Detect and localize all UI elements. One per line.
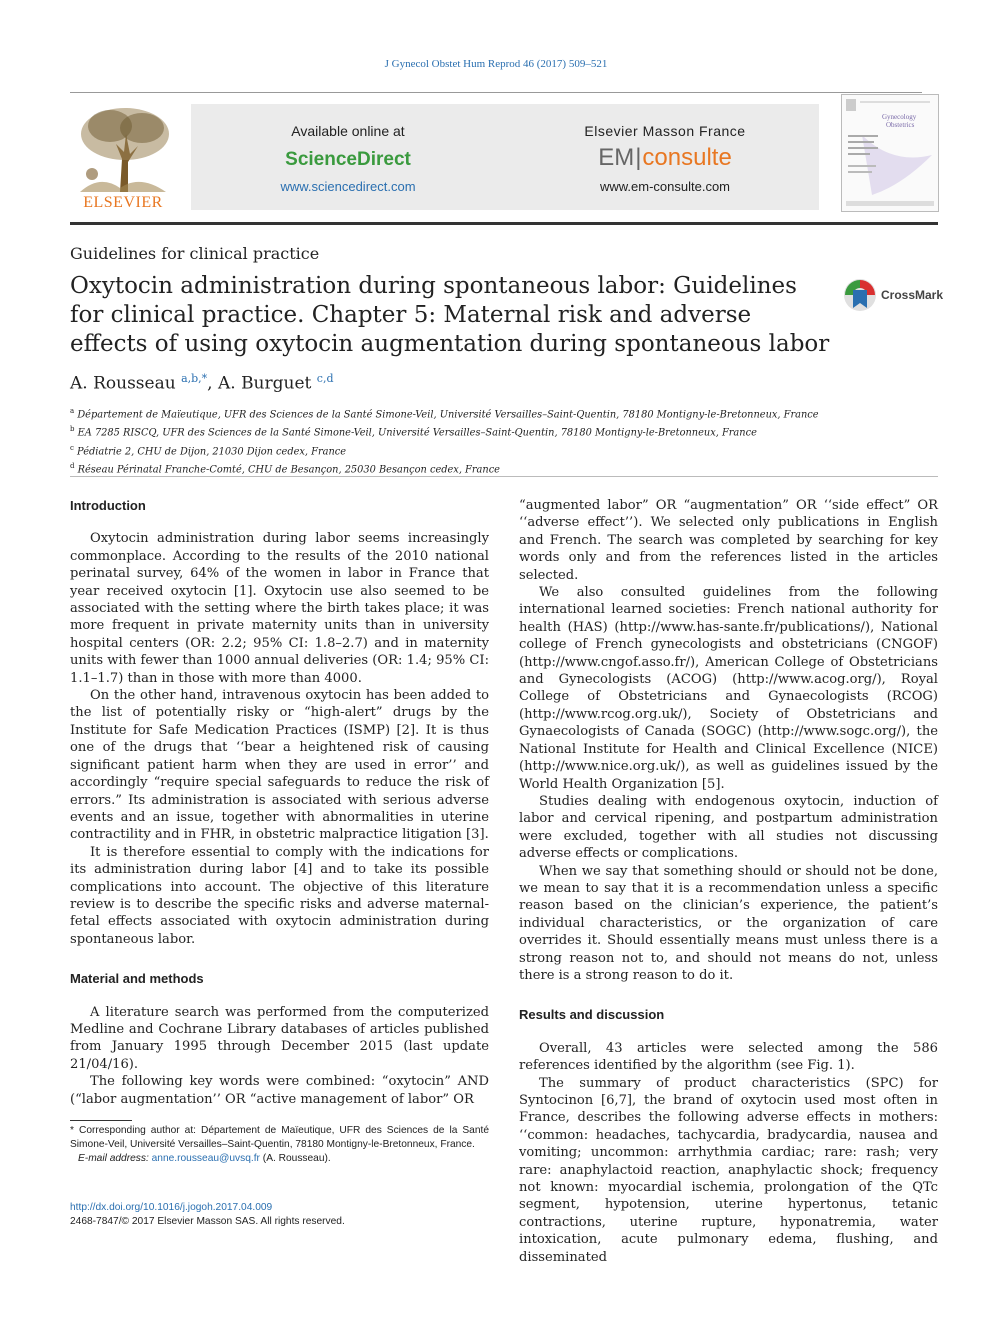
body-paragraph: Studies dealing with endogenous oxytocin, induction of labor and cervical ripening, and postpartum administration were excluded, together with all studies not discussing adverse effects or complications.	[519, 793, 938, 862]
affiliation-item: $^a$ Département de Maïeutique, UFR des Sciences de la Santé Simone-Veil, Université Versailles–Saint-Quentin, 78180 Montigny-le-Bretonneux, France	[70, 407, 819, 421]
article-title: Oxytocin administration during spontaneous labor: Guidelines for clinical practice. Chapter 5: Maternal risk and adverse effects of using oxytocin augmentation during spontaneous labor	[70, 273, 830, 357]
email-owner: (A. Rousseau).	[262, 1153, 331, 1164]
elsevier-wordmark: ELSEVIER	[83, 194, 163, 211]
header-bottom-rule	[70, 222, 938, 225]
body-paragraph: When we say that something should or should not be done, we mean to say that it is a recommendation unless a specific reason based on the clinician’s experience, the patient’s individual characteristics, or the organization of care overrides it. Should essentially means must unless there is a strong reason not to, and should not means do not, unless there is a strong reason to do it.	[519, 863, 938, 983]
journal-cover-thumbnail[interactable]	[841, 94, 939, 212]
methods-heading: Material and methods	[70, 971, 204, 987]
affiliation-item: $^c$ Pédiatrie 2, CHU de Dijon, 21030 Dijon cedex, France	[70, 443, 347, 457]
footnote-rule	[70, 1120, 132, 1121]
results-heading: Results and discussion	[519, 1007, 665, 1023]
author-name[interactable]: A. Burguet	[217, 373, 312, 394]
sciencedirect-available-label: Available online at	[291, 123, 405, 139]
em-logo-right: consulte	[642, 144, 732, 171]
em-publisher-label: Elsevier Masson France	[584, 123, 746, 139]
affiliation-item: $^b$ EA 7285 RISCQ, UFR des Sciences de la Santé Simone-Veil, Université Versailles–Saint-Quentin, 78180 Montigny-le-Bretonneux, France	[70, 425, 757, 439]
body-paragraph: Overall, 43 articles were selected among the 586 references identified by the algorithm (see Fig. 1).	[519, 1040, 938, 1074]
author-name[interactable]: A. Rousseau	[70, 373, 176, 394]
sciencedirect-logo[interactable]: ScienceDirect	[285, 149, 411, 170]
crossmark-icon	[843, 278, 881, 312]
author-affil-markers[interactable]: a,b,*	[181, 372, 208, 385]
body-paragraph: Oxytocin administration during labor seems increasingly commonplace. According to the results of the 2010 national perinatal survey, 64% of the women in labor in France that year received oxytocin [1]. Oxytocin use also seemed to be associated with the setting where the birth takes place; it was more frequent in private maternity units than in university hospital centers (OR: 2.2; 95% CI: 1.8–2.7) and in maternity units with fewer than 1000 annual deliveries (OR: 1.4; 95% CI: 1.1–1.7) than in those with more than 4000.	[70, 531, 489, 686]
section-label: Guidelines for clinical practice	[70, 244, 320, 263]
body-paragraph: The summary of product characteristics (SPC) for Syntocinon [6,7], the brand of oxytocin used most often in France, describes the following adverse effects in mothers: ‘‘common: headaches, tachycardia, bradycardia, nausea and vomiting; uncommon: arrhythmia cardiac; rare: rash; very rare: anaphylactoid reaction, anaphylactic shock; frequency not known: myocardial ischemia, prolongation of the QTc segment, hypotension, uterine hypertonus, tetanic contractions, uterine rupture, hyponatremia, water intoxication, acute pulmonary edema, flushing, and disseminated	[519, 1075, 938, 1265]
crossmark-label: CrossMark	[881, 288, 944, 302]
crossmark-badge[interactable]	[843, 278, 943, 312]
body-paragraph: On the other hand, intravenous oxytocin has been added to the list of potentially risky or “high-alert” drugs by the Institute for Safe Medication Practices (ISMP) [2]. It is thus one of the drugs that ‘‘bear a heightened risk of causing significant patient harm when they are used in error’’ and accordingly “require special safeguards to reduce the risk of errors.” Its administration is associated with serious adverse events and an issue, together with abnormalities in uterine contractility and in FHR, in obstetric malpractice litigation [3].	[70, 688, 489, 843]
doi-block	[70, 1201, 489, 1229]
body-paragraph: It is therefore essential to comply with the indications for its administration during labor [4] and to take its possible complications into account. The objective of this literature review is to describe the specific risks and adverse maternal-fetal effects associated with oxytocin administration during spontaneous labor.	[70, 844, 489, 947]
left-column	[70, 497, 489, 1108]
body-paragraph: A literature search was performed from the computerized Medline and Cochrane Library databases of articles published from January 1995 through December 2015 (last update 21/04/16).	[70, 1004, 489, 1072]
emconsulte-url-link[interactable]: www.em-consulte.com	[599, 179, 731, 194]
author-affil-markers[interactable]: c,d	[316, 372, 334, 385]
em-logo-left: EM	[598, 144, 635, 171]
body-paragraph: The following key words were combined: “oxytocin” AND (“labor augmentation’’ OR “active management of labor” OR	[70, 1074, 489, 1107]
section-divider	[70, 476, 938, 477]
svg-text:Obstetrics: Obstetrics	[886, 121, 915, 129]
emconsulte-logo[interactable]: EM|consulte	[598, 144, 732, 171]
corresponding-author-footnote	[70, 1124, 489, 1166]
email-link[interactable]: anne.rousseau@uvsq.fr	[151, 1153, 260, 1164]
right-column	[519, 497, 938, 1266]
affiliation-item: $^d$ Réseau Périnatal Franche-Comté, CHU de Besançon, 25030 Besançon cedex, France	[70, 461, 500, 476]
doi-link[interactable]: http://dx.doi.org/10.1016/j.jogoh.2017.04.009	[70, 1202, 273, 1213]
svg-text:Gynecology: Gynecology	[882, 113, 917, 121]
author-list: A. Rousseau $^{a,b,*}$, A. Burguet $^{c,d}$	[70, 372, 334, 394]
affiliations	[70, 404, 930, 477]
corresponding-author-text: * Corresponding author at: Département de Maïeutique, UFR des Sciences de la Santé Simone-Veil, Université Versailles–Saint-Quentin, 78180 Montigny-le-Bretonneux, France.	[70, 1125, 489, 1150]
introduction-heading: Introduction	[70, 498, 146, 513]
journal-reference[interactable]: J Gynecol Obstet Hum Reprod 46 (2017) 509–521	[384, 58, 608, 70]
sciencedirect-url-link[interactable]: www.sciencedirect.com	[280, 179, 416, 194]
copyright-line: 2468-7847/© 2017 Elsevier Masson SAS. All rights reserved.	[70, 1216, 345, 1227]
body-paragraph: We also consulted guidelines from the following international learned societies: French national authority for health (HAS) (http://www.has-sante.fr/publications/), National college of French gynecologists and obstetricians (CNGOF) (http://www.cngof.asso.fr/), American College of Obstetricians and Gynecologists (ACOG) (http://www.acog.org/), Royal College of Obstetricians and Gynaecologists (RCOG) (http://www.rcog.org.uk/), Society of Obstetricians and Gynaecologists of Canada (SOGC) (http://www.sogc.org/), the National Institute for Health and Clinical Excellence (NICE) (http://www.nice.org.uk/), as well as guidelines issued by the World Health Organization [5].	[519, 585, 938, 792]
email-label: E-mail address:	[78, 1153, 149, 1164]
header-rule	[70, 92, 922, 93]
body-paragraph: “augmented labor” OR “augmentation” OR ‘‘side effect” OR ‘‘adverse effect’’). We selected only publications in English and French. The search was completed by searching for key words only and from the references listed in the articles selected.	[519, 498, 938, 583]
